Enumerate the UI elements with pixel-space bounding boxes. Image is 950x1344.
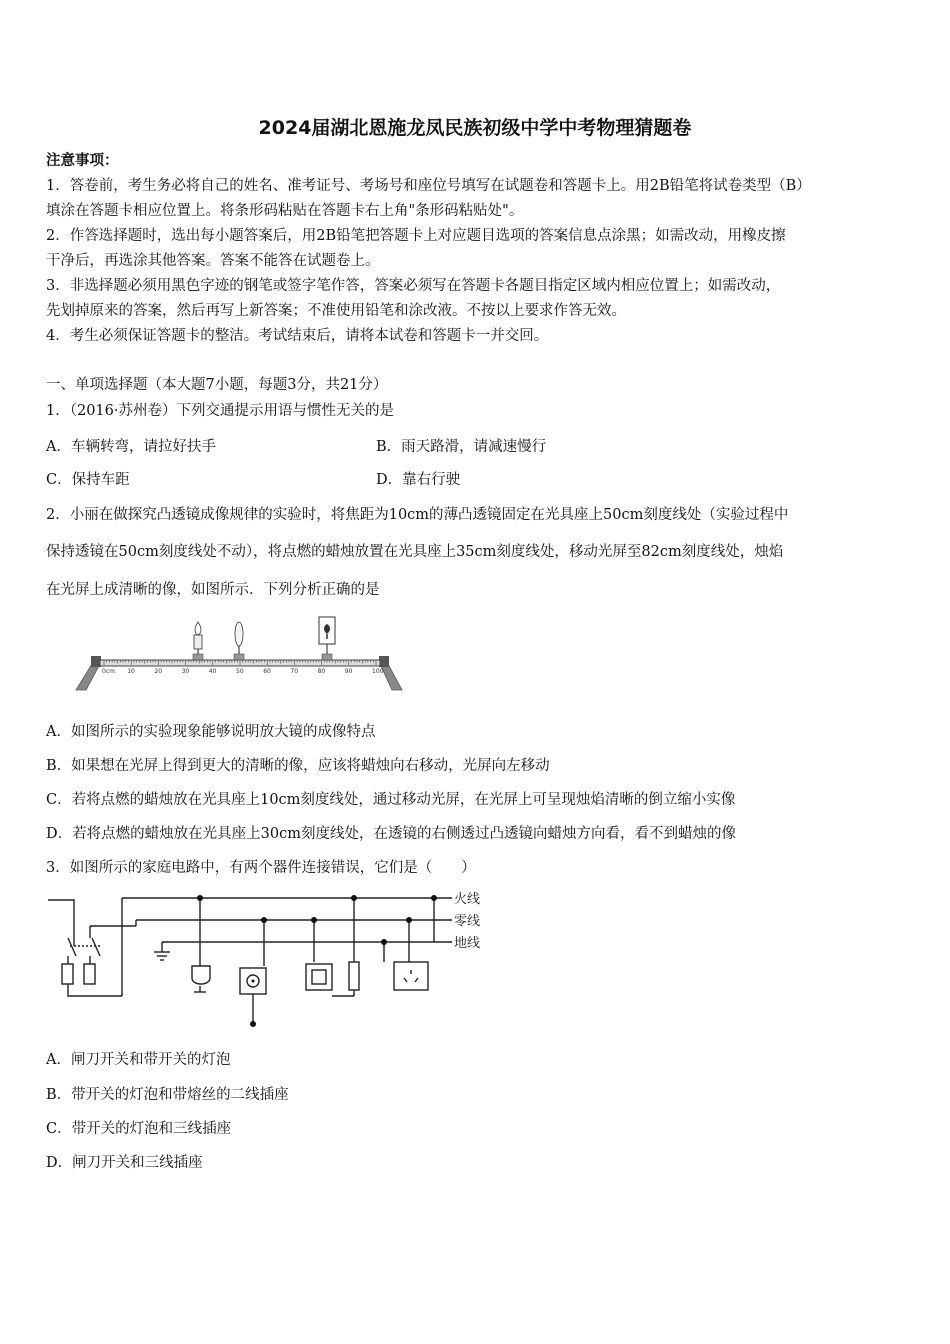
notice-line: 填涂在答题卡相应位置上。将条形码粘贴在答题卡右上角"条形码粘贴处"。: [46, 203, 524, 219]
convex-lens: [234, 622, 244, 660]
bench-tick-label: 50: [236, 668, 244, 675]
notice-line: 2．作答选择题时，选出每小题答案后，用2B铅笔把答题卡上对应题目选项的答案信息点涂黑；如需改动，用橡皮擦: [46, 228, 786, 244]
bench-tick-label: 60: [263, 668, 271, 675]
notice-line: 3．非选择题必须用黑色字迹的钢笔或签字笔作答，答案必须写在答题卡各题目指定区域内相应位置上；如需改动，: [46, 278, 781, 294]
q1-option-b: B．雨天路滑，请减速慢行: [376, 439, 547, 455]
notice-line: 先划掉原来的答案，然后再写上新答案；不准使用铅笔和涂改液。不按以上要求作答无效。: [46, 303, 626, 319]
q2-stem-line: 保持透镜在50cm刻度线处不动），将点燃的蜡烛放置在光具座上35cm刻度线处，移动光屏至82cm刻度线处，烛焰: [46, 544, 784, 560]
bench-tick-label: 10: [127, 668, 135, 675]
q1-stem: 1．（2016·苏州卷）下列交通提示用语与惯性无关的是: [46, 403, 394, 419]
bench-tick-label: 100: [372, 668, 384, 675]
light-screen: [319, 617, 335, 660]
section-heading: 一、单项选择题（本大题7小题，每题3分，共21分）: [46, 377, 388, 393]
notice-line: 1．答卷前，考生务必将自己的姓名、准考证号、考场号和座位号填写在试题卷和答题卡上。用2B铅笔将试卷类型（B）: [46, 178, 811, 194]
bench-tick-label: 30: [181, 668, 190, 675]
bench-tick-label: 0cm: [102, 668, 115, 675]
q2-option-b: B．如果想在光屏上得到更大的清晰的像，应该将蜡烛向右移动，光屏向左移动: [46, 758, 550, 774]
candle: [193, 622, 203, 660]
q1-option-d: D．靠右行驶: [376, 472, 461, 488]
wire-label-neutral: 零线: [454, 914, 481, 929]
bench-tick-label: 40: [208, 668, 217, 675]
notice-line: 干净后，再选涂其他答案。答案不能答在试题卷上。: [46, 253, 380, 269]
page-title: 2024届湖北恩施龙凤民族初级中学中考物理猜题卷: [258, 117, 692, 139]
q2-option-a: A．如图所示的实验现象能够说明放大镜的成像特点: [46, 724, 376, 740]
q1-option-c: C．保持车距: [46, 472, 130, 488]
q2-option-c: C．若将点燃的蜡烛放在光具座上10cm刻度线处，通过移动光屏，在光屏上可呈现烛焰清晰的倒立缩小实像: [46, 792, 736, 808]
q2-option-d: D．若将点燃的蜡烛放在光具座上30cm刻度线处，在透镜的右侧透过凸透镜向蜡烛方向看，看不到蜡烛的像: [46, 826, 736, 842]
wire-label-live: 火线: [454, 892, 481, 907]
q2-stem-line: 2．小丽在做探究凸透镜成像规律的实验时，将焦距为10cm的薄凸透镜固定在光具座上50cm刻度线处（实验过程中: [46, 507, 789, 523]
q3-option-b: B．带开关的灯泡和带熔丝的二线插座: [46, 1087, 289, 1103]
q2-stem-line: 在光屏上成清晰的像，如图所示．下列分析正确的是: [46, 582, 380, 598]
q3-stem: 3．如图所示的家庭电路中，有两个器件连接错误，它们是（ ）: [46, 860, 476, 876]
optical-bench-figure: [70, 612, 410, 694]
q3-option-a: A．闸刀开关和带开关的灯泡: [46, 1052, 231, 1068]
q3-option-d: D．闸刀开关和三线插座: [46, 1155, 203, 1171]
notice-line: 4．考生必须保证答题卡的整洁。考试结束后，请将本试卷和答题卡一并交回。: [46, 328, 549, 344]
bench-tick-label: 70: [290, 668, 299, 675]
bench-tick-label: 90: [344, 668, 353, 675]
household-circuit-figure: [44, 886, 494, 1032]
bench-tick-label: 20: [154, 668, 163, 675]
wire-label-ground: 地线: [454, 936, 481, 951]
q1-option-a: A．车辆转弯，请拉好扶手: [46, 439, 216, 455]
bench-tick-label: 80: [317, 668, 326, 675]
q3-option-c: C．带开关的灯泡和三线插座: [46, 1121, 232, 1137]
notice-heading: 注意事项：: [46, 152, 119, 169]
